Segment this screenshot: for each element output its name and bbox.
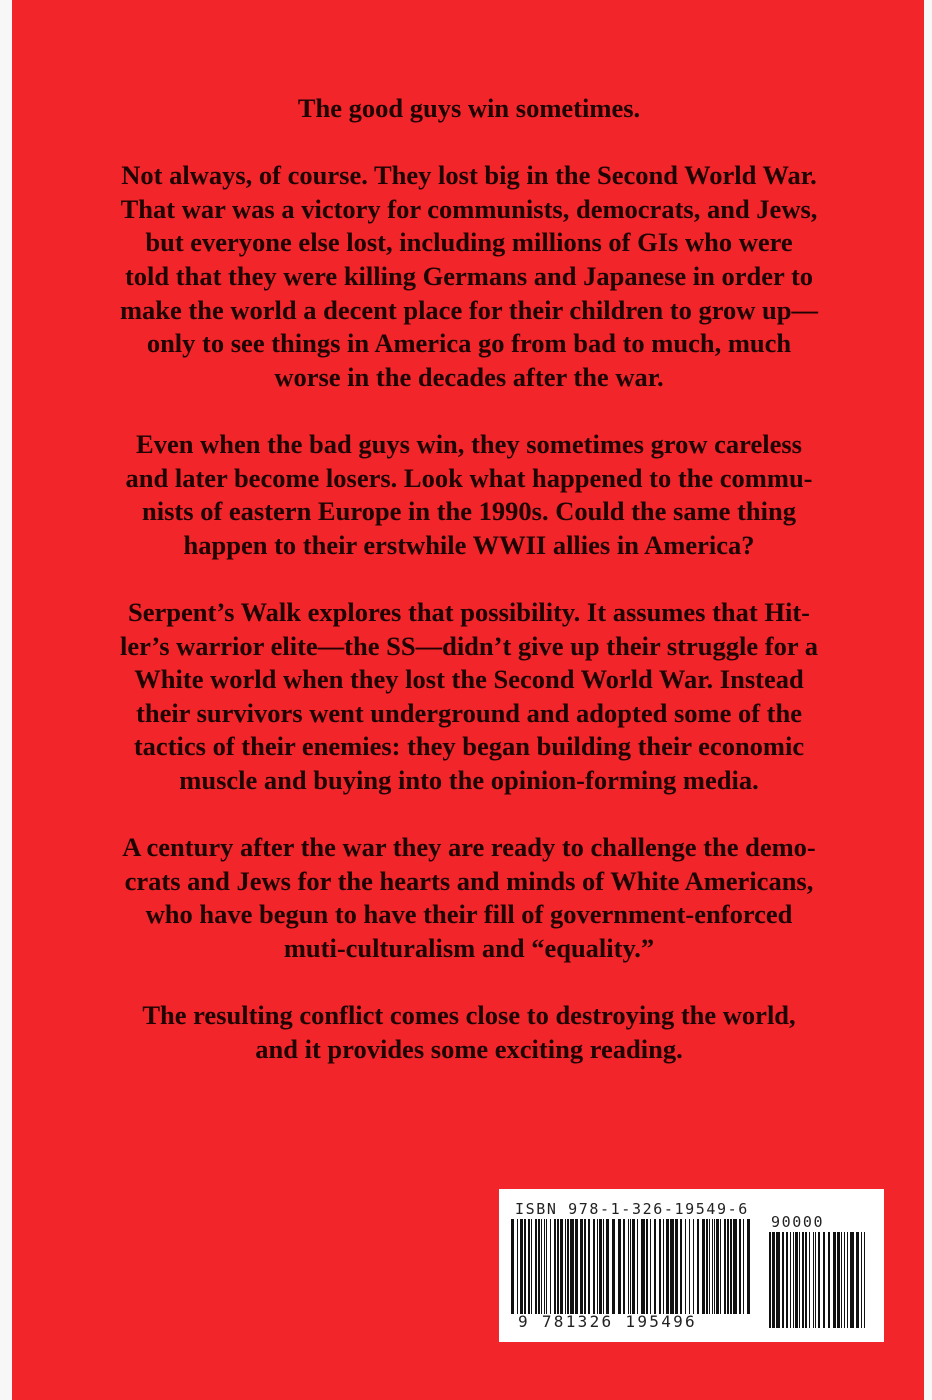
blurb-line: Serpent’s Walk explores that possibility. It assumes that Hit- [128,596,810,627]
barcode-bar [560,1219,563,1314]
barcode-bar [654,1219,656,1314]
blurb-line: Not always, of course. They lost big in the Second World War. [121,160,817,191]
barcode-bar [818,1232,820,1328]
blurb-line: told that they were killing Germans and Japanese in order to [124,260,814,291]
barcode-bar [716,1219,719,1314]
blurb-line: nists of eastern Europe in the 1990s. Could the same thing [142,496,796,527]
barcode-bar [828,1232,830,1328]
blurb-line: make the world a decent place for their children to grow up— [119,294,819,325]
barcode-bar [580,1219,583,1314]
blurb-line: but everyone else lost, including millions of GIs who were [145,227,793,258]
blurb-paragraph [58,92,880,126]
barcode-bar [802,1232,804,1328]
blurb-line: The good guys win sometimes. [297,93,641,123]
barcode-bar [538,1219,540,1314]
barcode-bar [618,1219,621,1314]
barcode-bar [833,1232,836,1328]
barcode-bar [546,1219,547,1314]
barcode-bar [809,1232,810,1328]
blurb-line: The resulting conflict comes close to destroying the world, [142,1000,796,1031]
blurb-line: and later become losers. Look what happened to the commu- [125,462,813,493]
barcode-bar [517,1219,518,1314]
barcode-bar [663,1219,664,1314]
barcode-bar [706,1219,708,1314]
blurb-line: happen to their erstwhile WWII allies in America? [183,529,755,560]
barcode-bar [714,1219,715,1314]
blurb-paragraph [58,831,880,965]
blurb-paragraph [58,428,880,562]
barcode-bar [815,1232,816,1328]
barcode-bar [650,1219,651,1314]
barcode-bar [805,1232,807,1328]
blurb-line: worse in the decades after the war. [274,361,664,392]
blurb-paragraph [58,999,880,1066]
barcode-bar [856,1232,859,1328]
barcode-bar [524,1219,526,1314]
barcode-bar [646,1219,648,1314]
barcode-bar [567,1219,569,1314]
barcode-bar [641,1219,645,1314]
blurb-paragraph [58,596,880,798]
barcode-bar [813,1232,814,1328]
barcode-bar [850,1232,854,1328]
barcode-bar [544,1219,545,1314]
barcode-bar [790,1232,791,1328]
blurb-line: A century after the war they are ready to challenge the demo- [122,832,816,863]
barcode-bar [628,1219,629,1314]
back-cover [12,0,924,1400]
ean-barcode [511,1219,751,1314]
barcode-bar [712,1219,713,1314]
barcode-bar [776,1232,780,1328]
price-code: 90000 [771,1213,825,1231]
barcode-bar [623,1219,625,1314]
barcode-bar [739,1219,741,1314]
barcode-bar [823,1232,825,1328]
barcode-bar [793,1232,794,1328]
barcode-bar [565,1219,566,1314]
barcode-bar [584,1219,586,1314]
barcode-bar [637,1219,638,1314]
ean-digits: 9 781326 195496 [518,1312,697,1331]
blurb-line: That war was a victory for communists, democrats, and Jews, [120,193,818,224]
barcode-bar [847,1232,848,1328]
barcode-bar [632,1219,635,1314]
barcode-bar [675,1219,678,1314]
barcode-bar [550,1219,551,1314]
barcode-bar [772,1232,775,1328]
barcode-bar [612,1219,615,1314]
barcode-bar [702,1219,705,1314]
barcode-bar [861,1232,862,1328]
blurb-line: ler’s warrior elite—the SS—didn’t give up their struggle for a [120,630,818,661]
barcode-bar [541,1219,542,1314]
barcode-bar [659,1219,661,1314]
isbn-number: ISBN 978-1-326-19549-6 [515,1200,749,1218]
barcode-bar [693,1219,694,1314]
barcode-bar [697,1219,699,1314]
barcode-bar [588,1219,590,1314]
barcode-bar [680,1219,682,1314]
price-barcode [769,1232,867,1328]
barcode-bar [733,1219,737,1314]
barcode-bar [730,1219,732,1314]
barcode-bar [844,1232,845,1328]
blurb-paragraph [58,159,880,394]
barcode-bar [720,1219,721,1314]
barcode-bar [666,1219,669,1314]
blurb-line: muscle and buying into the opinion-forming media. [179,764,759,795]
barcode-bar [597,1219,598,1314]
barcode-bar [593,1219,595,1314]
barcode-bar [709,1219,710,1314]
barcode-bar [570,1219,574,1314]
blurb-text [58,92,880,1100]
barcode-bar [575,1219,578,1314]
barcode-bar [724,1219,726,1314]
barcode-bar [864,1232,865,1328]
barcode-bar [841,1232,842,1328]
barcode-bar [528,1219,530,1314]
blurb-line: only to see things in America go from bad to much, much [146,328,792,359]
barcode-bar [743,1219,744,1314]
barcode-bar [795,1232,798,1328]
barcode-bar [837,1232,840,1328]
barcode-bar [727,1219,729,1314]
barcode-bar [557,1219,559,1314]
barcode-bar [554,1219,556,1314]
barcode-bar [630,1219,631,1314]
barcode-bar [535,1219,537,1314]
barcode-bar [799,1232,800,1328]
blurb-line: crats and Jews for the hearts and minds of White Americans, [124,865,814,896]
barcode-bar [520,1219,523,1314]
blurb-line: White world when they lost the Second World War. Instead [134,664,804,695]
barcode-bar [769,1232,771,1328]
blurb-line: Even when the bad guys win, they sometimes grow careless [136,428,802,459]
barcode-bar [689,1219,690,1314]
blurb-line: their survivors went underground and adopted some of the [136,697,802,728]
blurb-line: muti-culturalism and “equality.” [283,932,655,963]
barcode-bar [599,1219,602,1314]
blurb-line: tactics of their enemies: they began building their economic [133,731,805,762]
barcode-bar [603,1219,604,1314]
barcode-bar [782,1232,784,1328]
barcode-bar [670,1219,674,1314]
barcode-bar [606,1219,609,1314]
barcode-bar [531,1219,532,1314]
blurb-line: who have begun to have their fill of government-enforced [145,899,793,930]
barcode-bar [511,1219,514,1314]
barcode-bar [685,1219,686,1314]
barcode-bar [786,1232,788,1328]
blurb-line: and it provides some exciting reading. [255,1033,683,1064]
barcode-bar [747,1219,750,1314]
barcode-label [499,1189,884,1342]
